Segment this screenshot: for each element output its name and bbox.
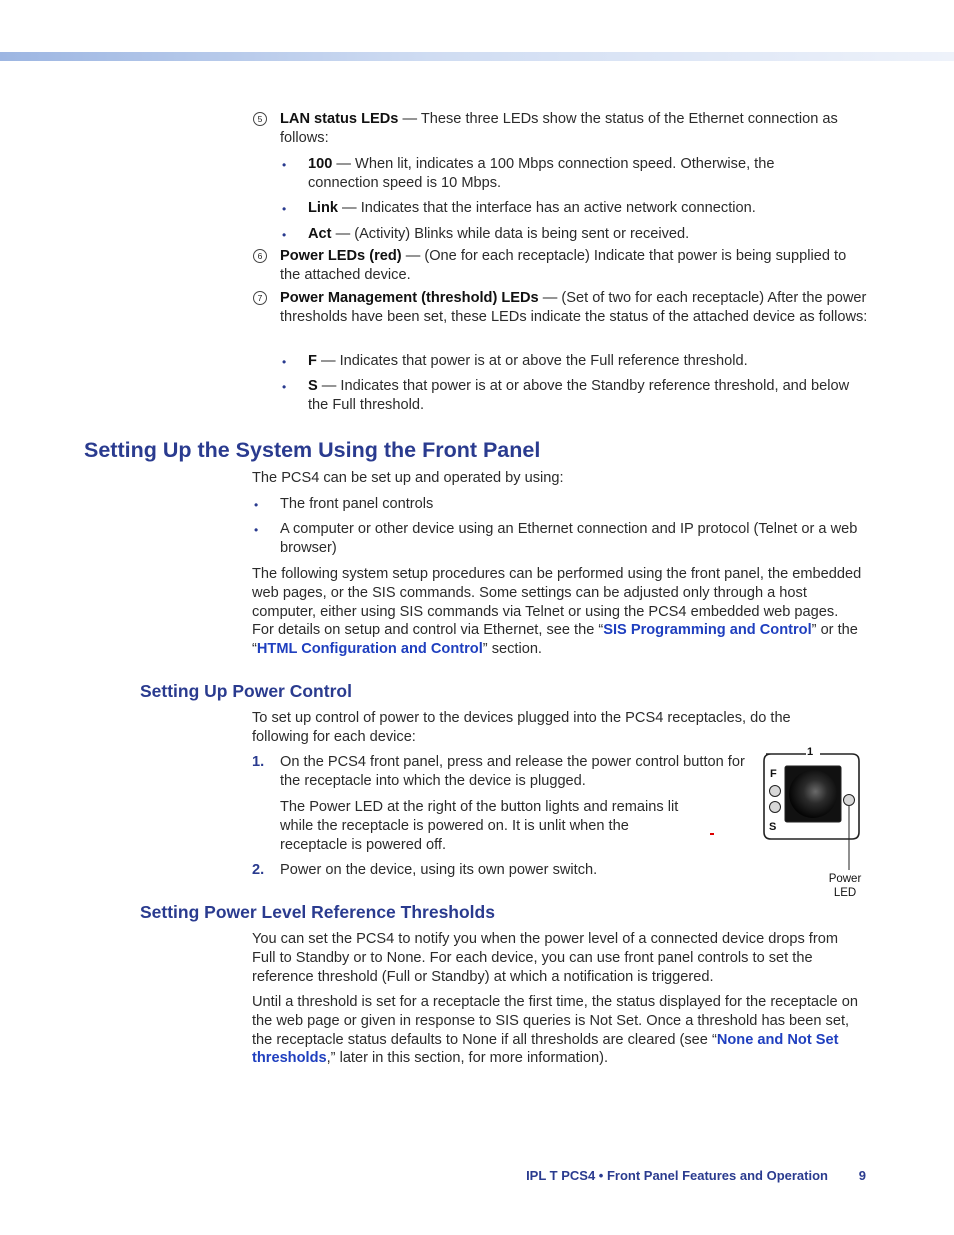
list-item: The front panel controls bbox=[280, 496, 434, 512]
list-item bbox=[308, 377, 870, 415]
term: LAN status LEDs bbox=[280, 111, 399, 127]
term: Link bbox=[308, 200, 338, 216]
callout-number: 7 bbox=[253, 291, 267, 305]
bullet-icon: • bbox=[282, 380, 287, 394]
caption-line: LED bbox=[833, 887, 857, 899]
paragraph bbox=[252, 565, 864, 659]
bullet-icon: • bbox=[282, 228, 287, 242]
list-item bbox=[308, 155, 808, 193]
term: S bbox=[308, 378, 318, 394]
list-item bbox=[308, 352, 868, 371]
lan-status-description bbox=[280, 110, 870, 148]
subsection-heading: Setting Power Level Reference Thresholds bbox=[140, 902, 495, 922]
threshold-led-label-standby: S bbox=[769, 821, 777, 833]
paragraph-text: ” or the “ bbox=[252, 622, 858, 658]
description-text: — (One for each receptacle) Indicate that power is being supplied to the attached device. bbox=[280, 248, 847, 283]
step-text: Power on the device, using its own power switch. bbox=[280, 862, 598, 878]
step-note: The Power LED at the right of the button lights and remains lit while the receptacle is powered on. It is unlit when the receptacle is powered off. bbox=[280, 799, 679, 853]
receptacle-number: 1 bbox=[807, 746, 814, 758]
step-number: 1. bbox=[252, 754, 265, 770]
list-item bbox=[308, 199, 868, 218]
callout-number: 6 bbox=[253, 249, 267, 263]
bullet-icon: • bbox=[282, 202, 287, 216]
description-text: — (Set of two for each receptacle) After the power thresholds have been set, these LEDs indicate the status of the attached device as follows: bbox=[280, 290, 868, 325]
header-gradient-bar bbox=[0, 52, 954, 61]
bullet-icon: • bbox=[282, 158, 287, 172]
power-leds-description bbox=[280, 247, 870, 285]
description-text: — These three LEDs show the status of the Ethernet connection as follows: bbox=[280, 111, 838, 146]
power-led-caption bbox=[820, 872, 870, 900]
bullet-icon: • bbox=[254, 523, 259, 537]
section-heading: Setting Up the System Using the Front Panel bbox=[84, 438, 541, 462]
description-text: — When lit, indicates a 100 Mbps connection speed. Otherwise, the connection speed is 10 Mbps. bbox=[308, 156, 775, 191]
callout-number: 5 bbox=[253, 112, 267, 126]
link-none-and-not-set[interactable]: None and Not Set thresholds bbox=[252, 1031, 839, 1067]
step-number: 2. bbox=[252, 862, 265, 878]
paragraph-text: Until a threshold is set for a receptacle the first time, the status displayed for the receptacle on the web page or given in response to SIS queries is Not Set. Once a threshold has been set, the receptacle status defaults to None if all thresholds are cleared (see “ bbox=[252, 994, 858, 1048]
subsection-heading: Setting Up Power Control bbox=[140, 681, 352, 701]
paragraph-text: ,” later in this section, for more information). bbox=[326, 1050, 609, 1067]
term: Power Management (threshold) LEDs bbox=[280, 290, 539, 306]
list-item: A computer or other device using an Ethernet connection and IP protocol (Telnet or a web browser) bbox=[280, 521, 858, 556]
link-html-configuration[interactable]: HTML Configuration and Control bbox=[256, 641, 483, 658]
threshold-leds-description bbox=[280, 289, 872, 327]
step-text: On the PCS4 front panel, press and release the power control button for the receptacle into which the device is plugged. bbox=[280, 754, 745, 789]
term: Act bbox=[308, 226, 332, 242]
red-mark bbox=[710, 833, 714, 835]
bullet-icon: • bbox=[254, 498, 259, 512]
bullet-icon: • bbox=[282, 355, 287, 369]
list-item bbox=[308, 225, 868, 244]
description-text: — Indicates that the interface has an active network connection. bbox=[338, 200, 756, 216]
description-text: — Indicates that power is at or above the Full reference threshold. bbox=[316, 353, 748, 369]
description-text: — (Activity) Blinks while data is being sent or received. bbox=[331, 226, 690, 242]
paragraph-text: The following system setup procedures can be performed using the front panel, the embedded web pages, or the SIS commands. Some settings can be adjusted only through a host computer, either using SIS commands via Telnet or using the PCS4 embedded web pages. For details on setup and control via Ethernet, see the “ bbox=[252, 566, 862, 639]
term: 100 bbox=[308, 156, 333, 172]
paragraph bbox=[252, 993, 864, 1068]
footer-title: IPL T PCS4 • Front Panel Features and Operation bbox=[526, 1168, 828, 1183]
term: Power LEDs (red) bbox=[280, 248, 402, 264]
threshold-led-label-full: F bbox=[770, 768, 777, 780]
paragraph-text: ” section. bbox=[482, 641, 542, 658]
link-sis-programming[interactable]: SIS Programming and Control bbox=[603, 622, 812, 639]
paragraph: To set up control of power to the devices plugged into the PCS4 receptacles, do the following for each device: bbox=[252, 710, 791, 745]
paragraph: The PCS4 can be set up and operated by using: bbox=[252, 470, 564, 486]
description-text: — Indicates that power is at or above the Standby reference threshold, and below the Full threshold. bbox=[308, 378, 850, 413]
paragraph: You can set the PCS4 to notify you when the power level of a connected device drops from Full to Standby or to None. For each device, you can use front panel controls to set the reference threshold (Full or Standby) at which a notification is triggered. bbox=[252, 931, 838, 985]
caption-line: Power bbox=[828, 873, 862, 885]
term: F bbox=[308, 353, 317, 369]
receptacle-control-figure bbox=[760, 746, 870, 906]
page-number: 9 bbox=[858, 1168, 866, 1183]
